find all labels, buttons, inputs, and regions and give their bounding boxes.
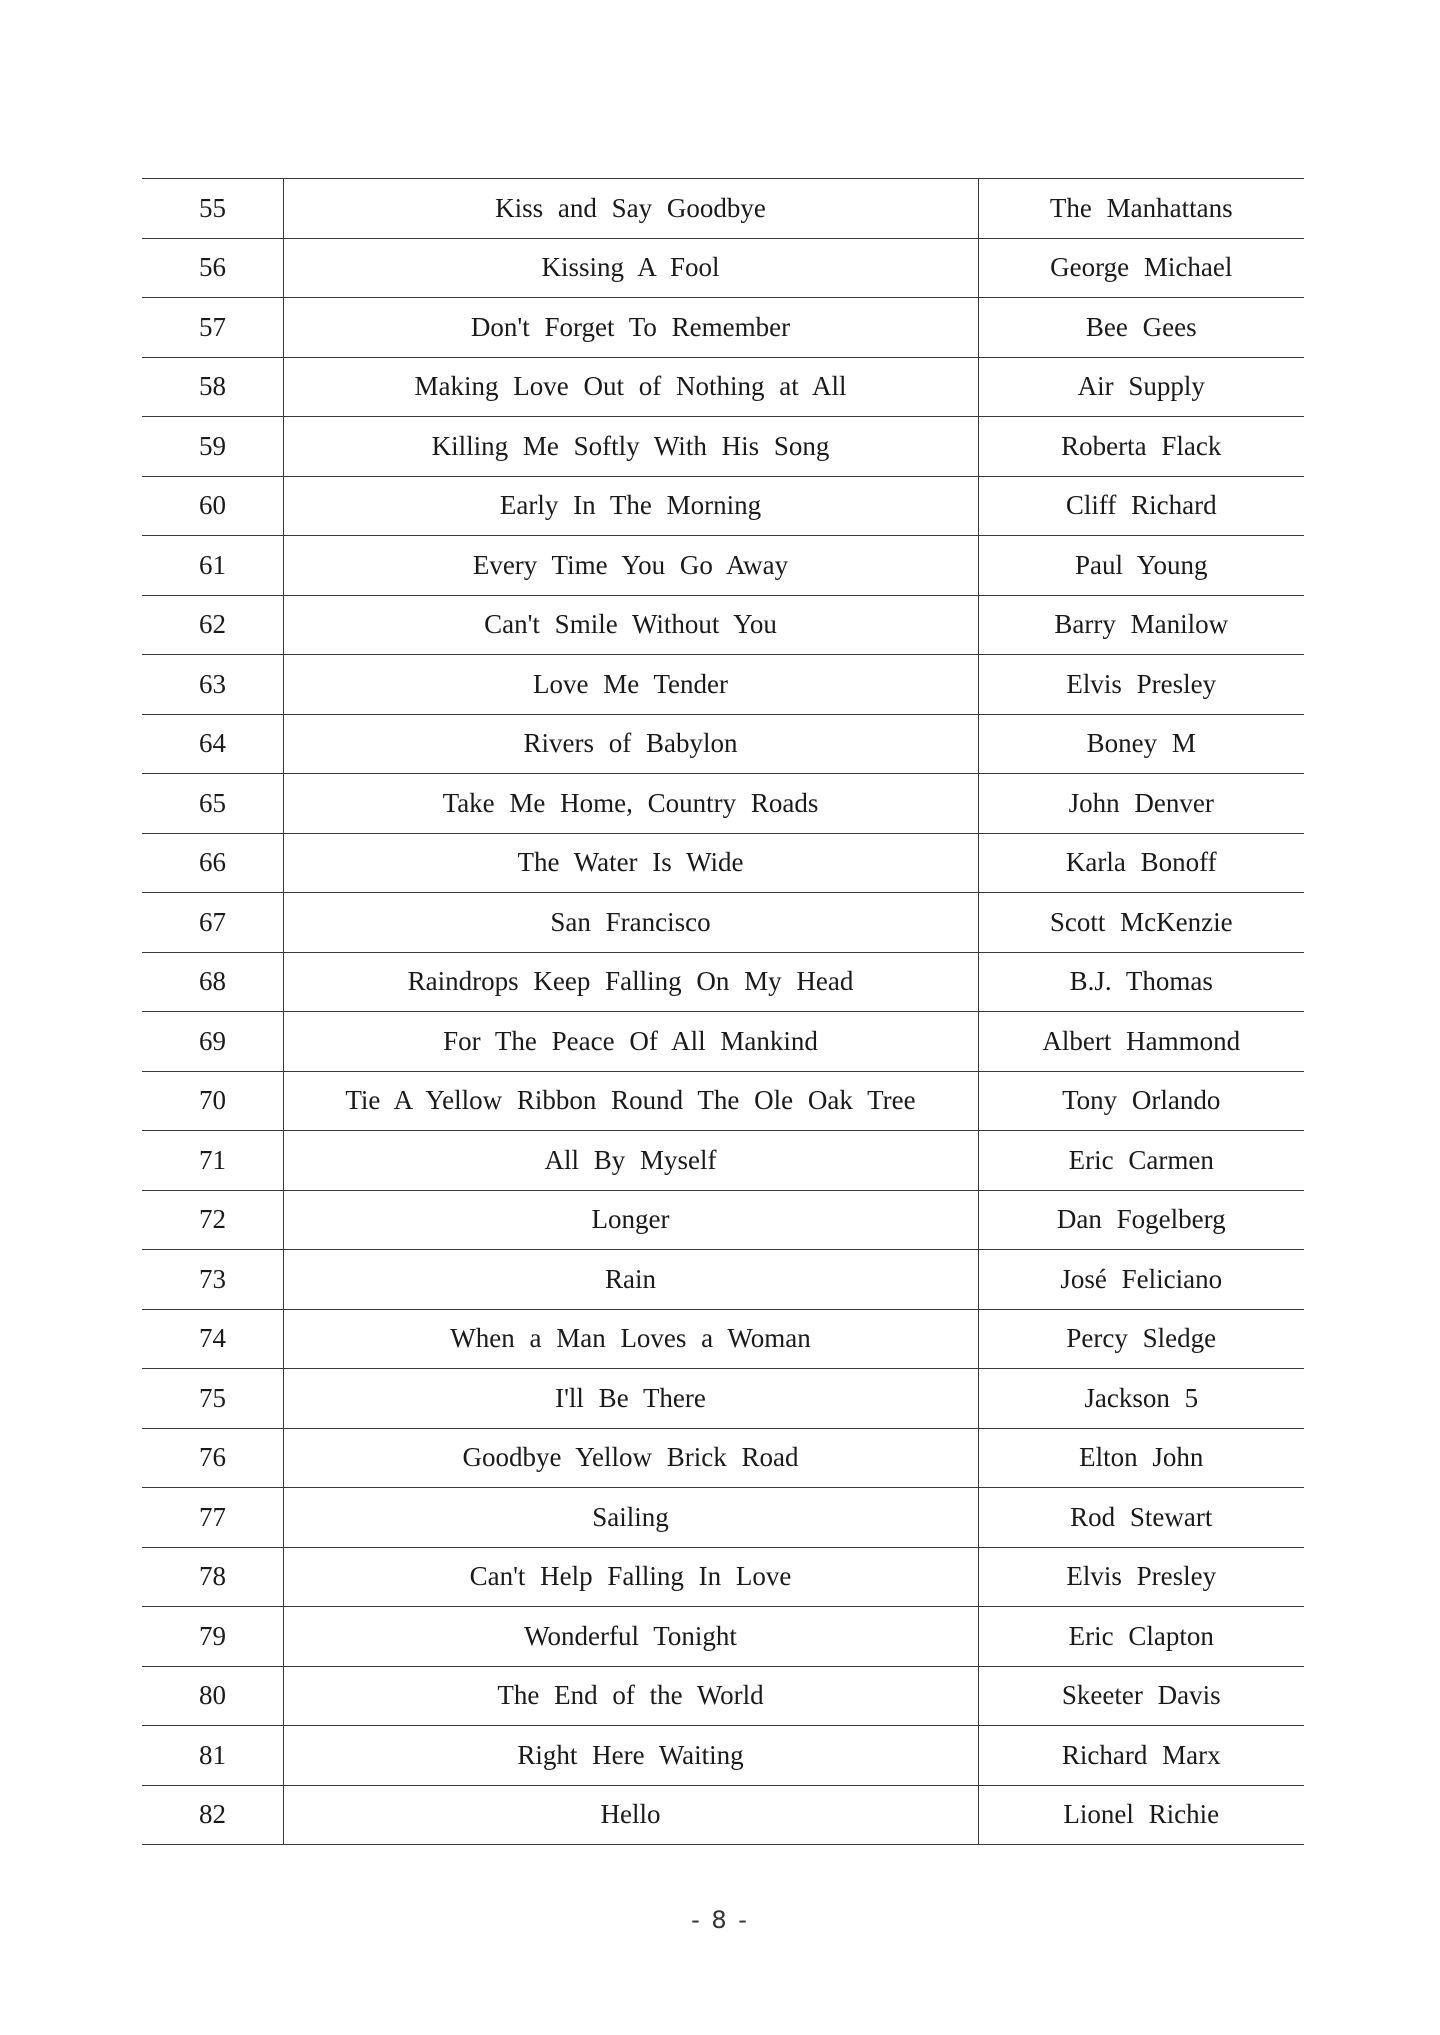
song-artist: Karla Bonoff [978,833,1304,893]
song-title: Sailing [283,1488,978,1548]
song-title: The Water Is Wide [283,833,978,893]
table-row [142,536,1304,596]
song-number: 62 [142,595,283,655]
song-artist: Rod Stewart [978,1488,1304,1548]
table-row [142,1012,1304,1072]
song-title: Rivers of Babylon [283,714,978,774]
song-title: The End of the World [283,1666,978,1726]
song-number: 82 [142,1785,283,1845]
song-title: Hello [283,1785,978,1845]
song-title: Wonderful Tonight [283,1607,978,1667]
song-artist: Skeeter Davis [978,1666,1304,1726]
song-number: 73 [142,1250,283,1310]
song-title: Can't Smile Without You [283,595,978,655]
song-number: 69 [142,1012,283,1072]
song-number: 60 [142,476,283,536]
song-title: For The Peace Of All Mankind [283,1012,978,1072]
song-artist: Lionel Richie [978,1785,1304,1845]
song-title: Don't Forget To Remember [283,298,978,358]
song-artist: B.J. Thomas [978,952,1304,1012]
song-artist: Percy Sledge [978,1309,1304,1369]
song-title: When a Man Loves a Woman [283,1309,978,1369]
table-row [142,238,1304,298]
table-row [142,1369,1304,1429]
song-number: 67 [142,893,283,953]
table-row [142,357,1304,417]
table-row [142,833,1304,893]
song-artist: John Denver [978,774,1304,834]
song-artist: Dan Fogelberg [978,1190,1304,1250]
song-artist: Elvis Presley [978,655,1304,715]
song-number: 55 [142,179,283,239]
song-artist: Boney M [978,714,1304,774]
song-title: Take Me Home, Country Roads [283,774,978,834]
song-number: 58 [142,357,283,417]
table-row [142,1250,1304,1310]
table-row [142,595,1304,655]
song-artist: Elvis Presley [978,1547,1304,1607]
song-artist: Roberta Flack [978,417,1304,477]
song-table [142,178,1304,1845]
song-number: 57 [142,298,283,358]
table-row [142,1547,1304,1607]
table-row [142,1607,1304,1667]
song-title: Tie A Yellow Ribbon Round The Ole Oak Tree [283,1071,978,1131]
song-title: Right Here Waiting [283,1726,978,1786]
song-artist: George Michael [978,238,1304,298]
table-row [142,179,1304,239]
song-number: 76 [142,1428,283,1488]
table-row [142,417,1304,477]
table-row [142,1190,1304,1250]
song-number: 78 [142,1547,283,1607]
song-artist: Bee Gees [978,298,1304,358]
table-row [142,952,1304,1012]
table-row [142,1309,1304,1369]
song-number: 74 [142,1309,283,1369]
song-title: All By Myself [283,1131,978,1191]
table-row [142,774,1304,834]
song-number: 56 [142,238,283,298]
song-artist: Barry Manilow [978,595,1304,655]
table-row [142,476,1304,536]
song-artist: Eric Clapton [978,1607,1304,1667]
song-number: 75 [142,1369,283,1429]
song-title: Kissing A Fool [283,238,978,298]
song-number: 79 [142,1607,283,1667]
song-table-body [142,179,1304,1845]
song-title: Love Me Tender [283,655,978,715]
table-row [142,655,1304,715]
table-row [142,1071,1304,1131]
song-number: 80 [142,1666,283,1726]
song-title: Raindrops Keep Falling On My Head [283,952,978,1012]
song-number: 72 [142,1190,283,1250]
song-number: 64 [142,714,283,774]
song-artist: Paul Young [978,536,1304,596]
table-row [142,1488,1304,1548]
song-title: I'll Be There [283,1369,978,1429]
song-number: 59 [142,417,283,477]
song-title: Goodbye Yellow Brick Road [283,1428,978,1488]
song-artist: Scott McKenzie [978,893,1304,953]
song-number: 61 [142,536,283,596]
song-number: 65 [142,774,283,834]
table-row [142,1785,1304,1845]
song-title: Longer [283,1190,978,1250]
song-number: 81 [142,1726,283,1786]
song-number: 63 [142,655,283,715]
song-title: Rain [283,1250,978,1310]
table-row [142,1726,1304,1786]
table-row [142,1131,1304,1191]
song-title: Every Time You Go Away [283,536,978,596]
song-artist: Eric Carmen [978,1131,1304,1191]
song-artist: The Manhattans [978,179,1304,239]
song-artist: Elton John [978,1428,1304,1488]
table-row [142,714,1304,774]
song-title: San Francisco [283,893,978,953]
song-number: 66 [142,833,283,893]
song-artist: Air Supply [978,357,1304,417]
song-artist: Albert Hammond [978,1012,1304,1072]
page-number: - 8 - [691,1906,749,1934]
song-title: Kiss and Say Goodbye [283,179,978,239]
song-artist: Cliff Richard [978,476,1304,536]
song-artist: Jackson 5 [978,1369,1304,1429]
table-row [142,298,1304,358]
song-title: Killing Me Softly With His Song [283,417,978,477]
song-artist: Tony Orlando [978,1071,1304,1131]
song-title: Early In The Morning [283,476,978,536]
song-artist: José Feliciano [978,1250,1304,1310]
song-artist: Richard Marx [978,1726,1304,1786]
table-row [142,1428,1304,1488]
song-number: 70 [142,1071,283,1131]
table-row [142,1666,1304,1726]
table-row [142,893,1304,953]
song-number: 68 [142,952,283,1012]
song-title: Making Love Out of Nothing at All [283,357,978,417]
song-title: Can't Help Falling In Love [283,1547,978,1607]
song-number: 77 [142,1488,283,1548]
song-number: 71 [142,1131,283,1191]
